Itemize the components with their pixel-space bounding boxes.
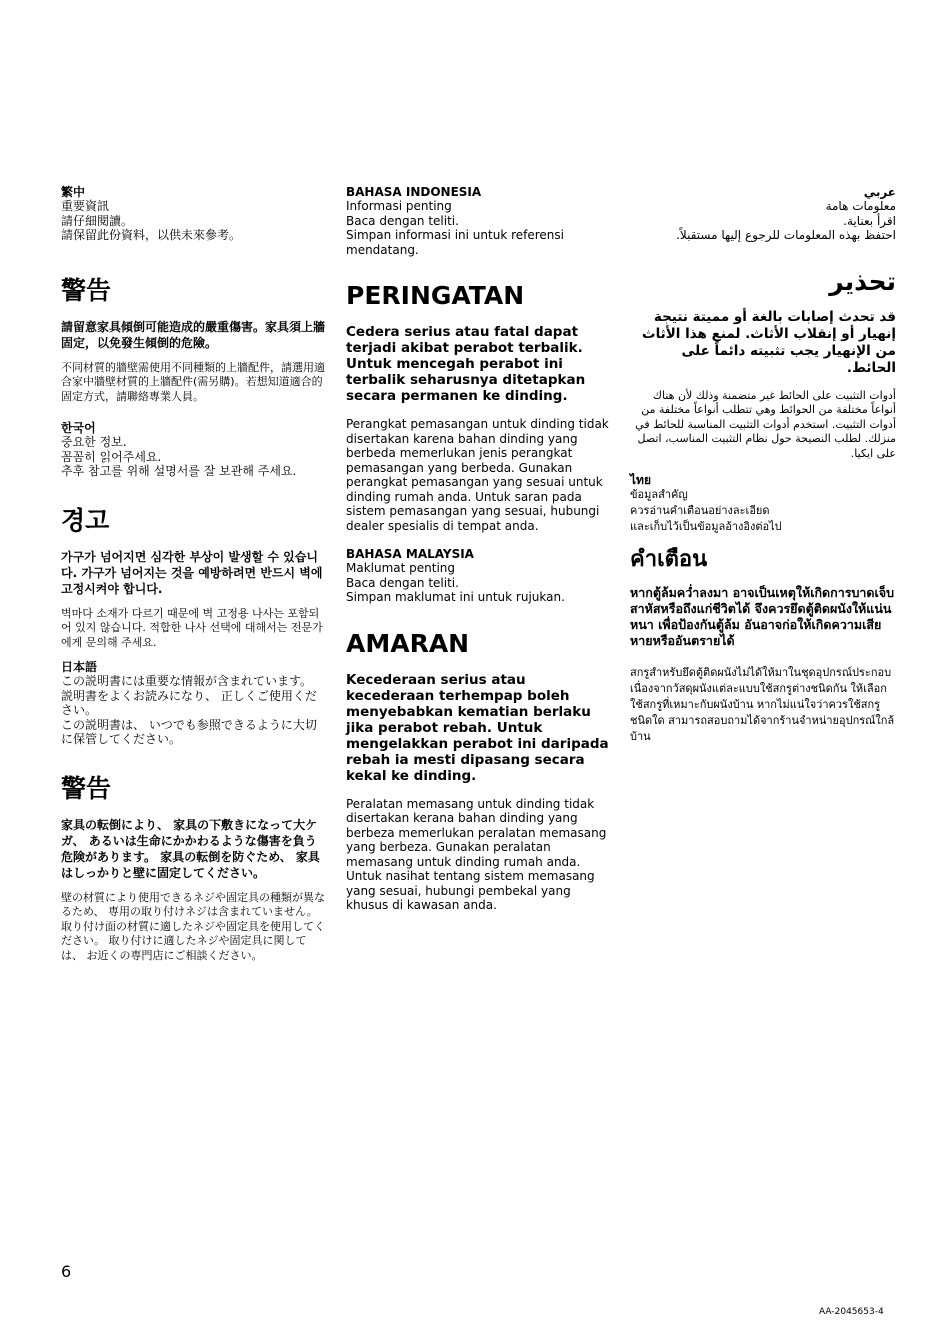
info-line: Baca dengan teliti. <box>346 213 459 228</box>
info-line: ข้อมูลสำคัญ <box>630 488 688 501</box>
info-line: และเก็บไว้เป็นข้อมูลอ้างอิงต่อไป <box>630 520 782 533</box>
lang-heading: BAHASA INDONESIA <box>346 185 482 199</box>
warning-heading: 警告 <box>61 275 112 305</box>
page-number: 6 <box>61 1262 72 1281</box>
column-right <box>630 185 896 745</box>
lang-heading: BAHASA MALAYSIA <box>346 547 474 561</box>
section-ja <box>61 660 326 963</box>
warning-heading: PERINGATAN <box>346 281 525 310</box>
warning-heading: AMARAN <box>346 628 470 658</box>
info-line: 請保留此份資料，以供未來參考。 <box>61 228 242 242</box>
section-id <box>346 185 614 533</box>
lang-heading: 日本語 <box>61 660 98 674</box>
section-ar <box>630 185 896 461</box>
warning-heading: 警告 <box>61 773 112 803</box>
info-text <box>346 199 614 257</box>
info-line: Simpan informasi ini untuk referensi mendatang. <box>346 228 564 257</box>
document-id: AA-2045653-4 <box>819 1307 884 1317</box>
lang-heading: عربي <box>863 185 896 199</box>
info-line: Simpan maklumat ini untuk rujukan. <box>346 590 565 604</box>
warning-body: 벽마다 소재가 다르기 때문에 벽 고정용 나사는 포함되어 있지 않습니다. 적합한 나사 선택에 대해서는 전문가에게 문의해 주세요. <box>61 606 323 649</box>
info-line: Informasi penting <box>346 199 452 213</box>
section-th <box>630 473 896 745</box>
info-line: 중요한 정보. <box>61 435 127 449</box>
info-text <box>61 435 326 479</box>
warning-body: Peralatan memasang untuk dinding tidak disertakan kerana bahan dinding yang berbeza memerlukan peralatan memasang yang berbeza. Gunakan peralatan memasang untuk dinding rumah anda. Untuk nasihat tentang sistem memasang yang sesuai, hubungi pembekal yang khusus di kawasan anda. <box>346 796 607 912</box>
warning-strong: 請留意家具傾倒可能造成的嚴重傷害。家具須上牆固定，以免發生傾倒的危險。 <box>61 319 326 350</box>
warning-strong: 家具の転倒により、 家具の下敷きになって大ケガ、 あるいは生命にかかわるような傷害を負う危険があります。 家具の転倒を防ぐため、 家具はしっかりと壁に固定してください。 <box>61 817 320 880</box>
lang-heading: ไทย <box>630 473 651 487</box>
warning-body: Perangkat pemasangan untuk dinding tidak disertakan karena bahan dinding yang berbeda memerlukan jenis perangkat pemasangan yang berbeda. Gunakan perangkat pemasangan yang sesuai untuk dinding rumah anda. Untuk saran pada sistem pemasangan yang sesuai, hubungi dealer spesialis di tempat anda. <box>346 417 609 533</box>
warning-strong: قد تحدث إصابات بالغة أو مميتة نتيجة إنهيار أو إنقلاب الأثاث. لمنع هذا الأثاث من الإنهيار يجب تثبيته دائماً على الحائط. <box>642 308 896 376</box>
warning-heading: 경고 <box>61 505 110 535</box>
info-text <box>630 487 896 535</box>
column-middle <box>346 185 614 913</box>
lang-heading: 한국어 <box>61 421 96 435</box>
warning-heading: คำเตือน <box>630 547 708 572</box>
section-ko <box>61 421 326 650</box>
info-line: 重要資訊 <box>61 199 110 213</box>
info-line: 추후 참고를 위해 설명서를 잘 보관해 주세요. <box>61 464 297 478</box>
info-line: ควรอ่านคำเตือนอย่างละเอียด <box>630 504 770 517</box>
info-line: احتفظ بهذه المعلومات للرجوع إليها مستقبلاً. <box>676 228 896 242</box>
info-line: 꼼꼼히 읽어주세요. <box>61 449 162 464</box>
section-zh-tw <box>61 185 326 404</box>
warning-body: 不同材質的牆壁需使用不同種類的上牆配件，請選用適合家中牆壁材質的上牆配件(需另購)。若想知道適合的固定方式，請聯絡專業人員。 <box>61 360 325 403</box>
info-line: 説明書をよくお読みになり、 正しくご使用ください。 <box>61 688 317 717</box>
info-line: معلومات هامة <box>825 199 896 213</box>
warning-body: أدوات التثبيت على الحائط غير متضمنة وذلك لأن هناك أنواعاً مختلفة من الحوائط وهي تتطلب أنواعاً مختلفة من أدوات التثبيت. استخدم أدوات التثبيت المناسبة للحائط في منزلك. لطلب النصيحة حول نظام التثبيت المناسب، اتصل على ايكيا. <box>635 388 896 460</box>
info-line: Maklumat penting <box>346 561 456 575</box>
warning-strong: หากตู้ล้มคว่ำลงมา อาจเป็นเหตุให้เกิดการบาดเจ็บสาหัสหรือถึงแก่ชีวิตได้ จึงควรยึดตู้ติดผนังให้แน่นหนา เพื่อป้องกันตู้ล้ม อันอาจก่อให้เกิดความเสียหายหรืออันตรายได้ <box>630 585 895 648</box>
warning-body: 壁の材質により使用できるネジや固定具の種類が異なるため、 専用の取り付けネジは含まれていません。 取り付け面の材質に適したネジや固定具を使用してください。 取り付けに適したネジや固定具に関しては、 お近くの専門店にご相談ください。 <box>61 890 325 962</box>
lang-heading: 繁中 <box>61 185 86 199</box>
warning-body: สกรูสำหรับยึดตู้ติดผนังไม่ได้ให้มาในชุดอุปกรณ์ประกอบ เนื่องจากวัสดุผนังแต่ละแบบใช้สกรูต่างชนิดกัน ให้เลือกใช้สกรูที่เหมาะกับผนังบ้าน หากไม่แน่ใจว่าควรใช้สกรูชนิดใด สามารถสอบถามได้จากร้านจำหน่ายอุปกรณ์ใกล้บ้าน <box>630 666 895 743</box>
warning-strong: 가구가 넘어지면 심각한 부상이 발생할 수 있습니다. 가구가 넘어지는 것을 예방하려면 반드시 벽에 고정시켜야 합니다. <box>61 549 323 596</box>
info-text <box>61 199 326 243</box>
info-line: اقرأ بعناية. <box>843 213 896 228</box>
info-text <box>630 199 896 243</box>
warning-strong: Cedera serius atau fatal dapat terjadi akibat perabot terbalik. Untuk mencegah perabot ini terbalik seharusnya ditetapkan secara permanen ke dinding. <box>346 324 586 404</box>
warning-strong: Kecederaan serius atau kecederaan terhempap boleh menyebabkan kematian berlaku jika perabot rebah. Untuk mengelakkan perabot ini daripada rebah ia mesti dipasang secara kekal ke dinding. <box>346 671 609 784</box>
info-line: Baca dengan teliti. <box>346 575 459 590</box>
info-line: この説明書は、 いつでも参照できるように大切に保管してください。 <box>61 717 317 746</box>
column-left <box>61 185 326 963</box>
warning-heading: تحذير <box>829 266 896 296</box>
info-text <box>346 561 614 605</box>
section-ms <box>346 547 614 913</box>
info-line: この説明書には重要な情報が含まれています。 <box>61 674 313 688</box>
info-text <box>61 674 326 747</box>
info-line: 請仔細閱讀。 <box>61 213 134 228</box>
